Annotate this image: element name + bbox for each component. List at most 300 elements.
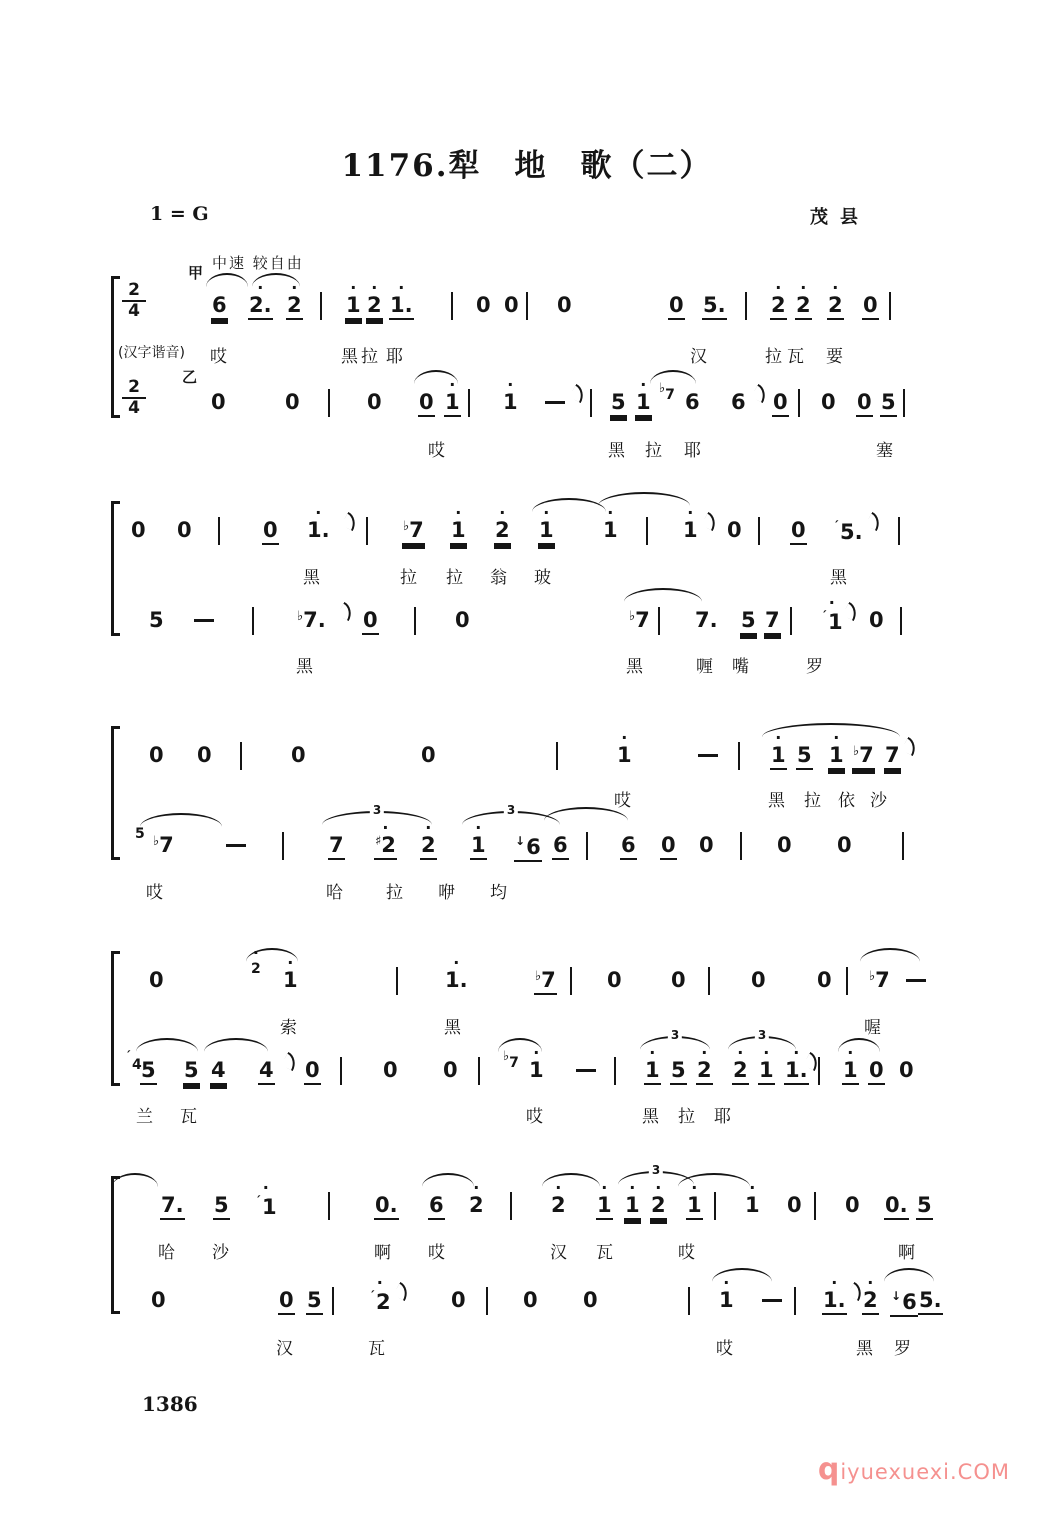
note-token	[248, 278, 273, 320]
octave-dot: ·	[257, 278, 264, 297]
note-token	[596, 1178, 613, 1220]
note-token	[694, 610, 719, 633]
note-number: 1	[617, 743, 632, 767]
octave-dot: ·	[691, 1178, 698, 1197]
meter-denominator: 4	[128, 397, 140, 418]
accidental: ♭	[535, 969, 542, 984]
note-number: 2	[827, 295, 844, 320]
note-number: 1.	[822, 1290, 847, 1315]
triplet-arc	[322, 803, 432, 825]
note-number: 0	[451, 1288, 466, 1312]
octave-dot: ·	[350, 278, 357, 297]
slur-arc	[206, 273, 248, 287]
note-token	[772, 392, 789, 417]
note-number: ♭7	[629, 608, 650, 632]
note-token	[428, 1195, 445, 1220]
note-number: 0	[149, 743, 164, 767]
barline	[218, 517, 220, 545]
octave-dot: ·	[262, 1178, 269, 1197]
note-token	[444, 375, 461, 417]
note-token	[582, 1290, 599, 1313]
note-number: 4	[210, 1060, 227, 1085]
octave-dot: ·	[763, 1043, 770, 1062]
note-token	[210, 392, 227, 415]
tempo-marking: 中速 较自由	[212, 254, 304, 272]
note-token	[606, 970, 623, 993]
note-number: 0	[699, 833, 714, 857]
time-signature	[122, 281, 146, 320]
octave-dot: ·	[291, 278, 298, 297]
slur-arc	[532, 498, 606, 512]
note-number: ♭7	[659, 381, 675, 403]
octave-dot: ·	[831, 1273, 838, 1292]
lyric-syllable: 黑	[341, 347, 358, 367]
note-token	[836, 835, 853, 858]
barline	[818, 1057, 820, 1085]
part-label: 甲	[188, 264, 204, 282]
barline	[714, 1192, 716, 1220]
note-number: 1	[345, 295, 362, 320]
note-number: ♭7	[869, 968, 890, 992]
slur-arc	[498, 1038, 542, 1052]
note-token	[862, 1273, 879, 1315]
note-token	[196, 745, 213, 768]
note-number: 1	[828, 745, 845, 770]
note-number: 2	[732, 1060, 749, 1085]
lyric-syllable: 哈	[326, 883, 343, 903]
note-token	[502, 375, 519, 415]
note-token	[790, 520, 807, 545]
barline	[758, 517, 760, 545]
note-number: 0	[671, 968, 686, 992]
note-token	[744, 1178, 761, 1218]
lyric-syllable: 喱	[696, 657, 713, 677]
note-token	[844, 1195, 861, 1218]
note-token	[602, 503, 619, 543]
slur-arc	[624, 588, 702, 602]
note-token	[454, 610, 471, 633]
note-number: 6	[731, 390, 746, 414]
octave-dot: ·	[847, 1043, 854, 1062]
note-number: 0	[131, 518, 146, 542]
note-number: 1.	[307, 518, 330, 542]
sustain-dash	[226, 844, 246, 847]
octave-dot: ·	[455, 503, 462, 522]
note-token	[644, 1043, 661, 1085]
note-token	[786, 1195, 803, 1218]
note-number: 2	[696, 1060, 713, 1085]
meter-denominator: 4	[128, 300, 140, 321]
barline	[570, 967, 572, 995]
barline	[252, 607, 254, 635]
octave-dot: ·	[867, 1273, 874, 1292]
note-token	[176, 520, 193, 543]
note-number: ↓6	[890, 1290, 918, 1317]
note-token	[822, 1273, 847, 1315]
accidental: ♭	[297, 609, 304, 624]
note-number: 2	[286, 295, 303, 320]
note-token	[670, 970, 687, 993]
lyric-syllable: 嘴	[732, 657, 749, 677]
note-number: 0	[787, 1193, 802, 1217]
note-token	[660, 835, 677, 860]
lyric-syllable: 依	[838, 791, 855, 811]
note-number: 1	[283, 968, 298, 992]
lyric-syllable: 哎	[716, 1339, 733, 1359]
note-number: 1	[770, 745, 787, 770]
lyric-syllable: 瓦	[180, 1107, 197, 1127]
lyric-syllable: 哎	[526, 1107, 543, 1127]
note-number: 1	[683, 518, 698, 542]
note-token	[140, 1060, 157, 1085]
note-number: 0	[383, 1058, 398, 1082]
note-token	[290, 745, 307, 768]
triplet-arc	[462, 803, 560, 825]
note-number: 5	[916, 1195, 933, 1220]
barline	[846, 967, 848, 995]
lyric-syllable: 罗	[894, 1339, 911, 1359]
note-token	[528, 1043, 545, 1083]
octave-dot: ·	[398, 278, 405, 297]
note-number: 0	[177, 518, 192, 542]
note-token	[345, 278, 362, 320]
note-number: 0	[504, 293, 519, 317]
note-token	[816, 970, 833, 993]
barline	[790, 607, 792, 635]
note-token	[628, 610, 651, 633]
triplet-arc	[618, 1163, 694, 1185]
note-number: 0	[899, 1058, 914, 1082]
note-number: $^ˊ$2	[369, 1289, 391, 1314]
note-token	[890, 1290, 918, 1317]
note-token	[832, 520, 864, 545]
octave-dot: ·	[376, 1273, 383, 1292]
lyric-syllable: 啊	[374, 1243, 391, 1263]
note-number: 5	[135, 826, 145, 842]
accidental: ♭	[853, 744, 860, 759]
barline	[328, 1192, 330, 1220]
note-number: 5	[140, 1060, 157, 1085]
note-number: 0	[476, 293, 491, 317]
barline	[738, 742, 740, 770]
note-number: 0	[149, 968, 164, 992]
slur-arc	[598, 492, 690, 506]
octave-dot: ·	[832, 278, 839, 297]
note-token	[284, 392, 301, 415]
note-number: 0	[418, 392, 435, 417]
note-number: 0	[777, 833, 792, 857]
lyric-syllable: 哈	[158, 1243, 175, 1263]
note-number: 0	[362, 610, 379, 635]
note-token	[610, 392, 627, 417]
note-token	[868, 1060, 885, 1085]
note-number: 0	[668, 295, 685, 320]
note-token	[368, 1273, 392, 1315]
note-number: 0	[151, 1288, 166, 1312]
note-number: 0	[262, 520, 279, 545]
note-token	[820, 593, 844, 635]
lyric-syllable: 黑	[296, 657, 313, 677]
time-signature	[122, 378, 146, 417]
barline	[328, 389, 330, 417]
note-number: 2	[366, 295, 383, 320]
ornament-mark: ˊ	[125, 1049, 131, 1063]
lyric-syllable: 黑	[830, 568, 847, 588]
barline	[590, 389, 592, 417]
note-token	[862, 295, 879, 320]
note-token	[250, 943, 262, 978]
barline	[814, 1192, 816, 1220]
note-number: 0	[660, 835, 677, 860]
note-token	[534, 970, 557, 995]
note-number: 1.	[389, 295, 414, 320]
note-number: ♭7	[402, 520, 425, 545]
note-number: 0	[304, 1060, 321, 1085]
barline	[688, 1287, 690, 1315]
lyric-syllable: 瓦	[787, 347, 804, 367]
note-token	[366, 278, 383, 320]
note-number: 0.	[374, 1195, 399, 1220]
sustain-dash	[698, 754, 718, 757]
lyric-syllable: 黑	[642, 1107, 659, 1127]
note-token	[254, 1178, 278, 1220]
note-token	[732, 1043, 749, 1085]
note-number: 0	[523, 1288, 538, 1312]
note-number: 1	[603, 518, 618, 542]
note-token	[730, 392, 747, 415]
lyric-syllable: 塞	[876, 441, 893, 461]
system-brace	[111, 728, 120, 858]
slur-arc	[204, 1038, 268, 1052]
barline	[340, 1057, 342, 1085]
octave-dot: ·	[701, 1043, 708, 1062]
note-token	[420, 818, 437, 860]
slur-arc	[414, 370, 458, 384]
note-token	[658, 382, 676, 404]
lyric-syllable: 均	[490, 883, 507, 903]
lyric-syllable: 拉	[400, 568, 417, 588]
note-token	[668, 295, 685, 320]
ornament-mark: ˊ	[369, 1289, 375, 1303]
note-number: 0	[790, 520, 807, 545]
note-token	[389, 278, 414, 320]
note-number: 1	[842, 1060, 859, 1085]
note-number: 2	[469, 1193, 484, 1217]
lyric-syllable: 咿	[438, 883, 455, 903]
lyric-syllable: 沙	[870, 791, 887, 811]
note-token	[470, 818, 487, 860]
octave-dot: ·	[507, 375, 514, 394]
ornament-mark: ↓	[515, 834, 526, 848]
barline	[658, 607, 660, 635]
note-number: ♭7	[503, 1049, 519, 1071]
note-token	[538, 503, 555, 545]
note-number: 1	[719, 1288, 734, 1312]
note-number: 1	[745, 1193, 760, 1217]
note-token	[552, 835, 569, 860]
note-number: 1	[444, 392, 461, 417]
note-token	[624, 1178, 641, 1220]
triplet-number: 3	[649, 1164, 663, 1176]
barline	[478, 1057, 480, 1085]
lyric-syllable: 罗	[806, 657, 823, 677]
lyric-syllable: 黑	[444, 1018, 461, 1038]
note-number: 0.	[884, 1195, 909, 1220]
region-label: 茂县	[810, 207, 870, 228]
note-number: 1	[538, 520, 555, 545]
note-number: 1	[596, 1195, 613, 1220]
barline	[708, 967, 710, 995]
note-number: ♭7.	[297, 608, 326, 632]
system-brace	[111, 953, 120, 1084]
lyric-syllable: 耶	[714, 1107, 731, 1127]
lyric-syllable: 哎	[428, 1243, 445, 1263]
note-token	[134, 825, 146, 843]
octave-dot: ·	[475, 818, 482, 837]
lyric-syllable: 瓦	[596, 1243, 613, 1263]
note-number: 2	[795, 295, 812, 320]
note-number: 0	[285, 390, 300, 414]
watermark: qiyuexuexi.COM	[817, 1452, 1010, 1487]
octave-dot: ·	[425, 818, 432, 837]
accidental: ♯	[375, 834, 382, 849]
note-number: ↓6	[514, 835, 542, 862]
note-token	[475, 295, 492, 318]
lyric-syllable: 黑	[768, 791, 785, 811]
note-number: 1	[470, 835, 487, 860]
lyric-syllable: 哎	[210, 347, 227, 367]
lyric-syllable: 啊	[898, 1243, 915, 1263]
note-number: 2	[420, 835, 437, 860]
lyric-syllable: 拉	[386, 883, 403, 903]
octave-dot: ·	[775, 728, 782, 747]
octave-dot: ·	[287, 953, 294, 972]
note-token	[796, 745, 813, 770]
lyric-syllable: 拉	[446, 568, 463, 588]
note-number: ˊ4	[125, 1049, 142, 1073]
fall-mark	[865, 512, 884, 531]
barline	[614, 1057, 616, 1085]
part-label: 乙	[182, 368, 198, 386]
lyric-syllable: 黑	[303, 568, 320, 588]
fall-mark	[701, 512, 720, 531]
ornament-mark: ˊ	[833, 519, 839, 533]
note-token	[183, 1060, 200, 1085]
note-number: 0	[211, 390, 226, 414]
note-number: 0	[837, 833, 852, 857]
note-number: 0	[817, 968, 832, 992]
fall-mark	[337, 602, 356, 621]
system-brace	[111, 1178, 120, 1312]
barline	[510, 1192, 512, 1220]
octave-dot: ·	[833, 728, 840, 747]
barline	[794, 1287, 796, 1315]
accidental: ♭	[659, 381, 666, 396]
song-title: 1176.犁 地 歌（二）	[341, 148, 713, 184]
note-number: $^ˊ$5.	[833, 519, 863, 544]
note-token	[502, 1050, 520, 1072]
note-token	[880, 392, 897, 417]
note-number: 0	[862, 295, 879, 320]
note-token	[884, 1195, 909, 1220]
note-number: 1	[758, 1060, 775, 1085]
octave-dot: ·	[828, 593, 835, 612]
note-number: 2	[251, 961, 261, 977]
lyric-syllable: 兰	[136, 1107, 153, 1127]
note-token	[718, 1273, 735, 1313]
note-number: 4	[258, 1060, 275, 1085]
ornament-mark: ˊ	[255, 1194, 261, 1208]
note-number: 7.	[695, 608, 718, 632]
octave-dot: ·	[252, 943, 259, 962]
note-number: 1	[635, 392, 652, 417]
note-token	[556, 295, 573, 318]
barline	[282, 832, 284, 860]
octave-dot: ·	[315, 503, 322, 522]
lyric-syllable: 耶	[684, 441, 701, 461]
fall-mark	[341, 512, 360, 531]
lyric-syllable: 玻	[534, 568, 551, 588]
accidental: ♭	[153, 834, 160, 849]
note-token	[770, 728, 787, 770]
note-number: ♭7	[534, 970, 557, 995]
note-number: 5	[213, 1195, 230, 1220]
note-number: 1.	[784, 1060, 809, 1085]
note-number: 5.	[918, 1290, 943, 1315]
note-number: 1	[450, 520, 467, 545]
slur-arc	[860, 948, 920, 962]
note-number: ♭7	[852, 745, 875, 770]
lyric-syllable: 汉	[550, 1243, 567, 1263]
note-token	[820, 392, 837, 415]
slur-arc	[136, 1038, 198, 1052]
accidental: ♭	[869, 969, 876, 984]
triplet-number: 3	[504, 804, 518, 816]
note-number: 5	[880, 392, 897, 417]
page-number: 1386	[142, 1392, 198, 1416]
octave-dot: ·	[543, 503, 550, 522]
note-token	[842, 1043, 859, 1085]
note-number: 0	[868, 1060, 885, 1085]
octave-dot: ·	[371, 278, 378, 297]
note-token	[696, 1043, 713, 1085]
note-number: 0	[367, 390, 382, 414]
note-token	[770, 278, 787, 320]
note-number: 1	[529, 1058, 544, 1082]
note-token	[750, 970, 767, 993]
note-number: 0	[607, 968, 622, 992]
lyric-syllable: 翁	[490, 568, 507, 588]
note-number: 7	[764, 610, 781, 635]
note-token	[827, 278, 844, 320]
barline	[414, 607, 416, 635]
note-number: 5	[796, 745, 813, 770]
note-number: 6	[620, 835, 637, 860]
note-token	[328, 835, 345, 860]
octave-dot: ·	[533, 1043, 540, 1062]
note-token	[262, 520, 279, 545]
lyric-syllable: 耶	[386, 347, 403, 367]
note-number: 7.	[160, 1195, 185, 1220]
barline	[451, 292, 453, 320]
note-number: 0	[821, 390, 836, 414]
lyric-syllable: 黑	[856, 1339, 873, 1359]
note-number: 1.	[445, 968, 468, 992]
barline	[898, 517, 900, 545]
note-number: 0	[557, 293, 572, 317]
octave-dot: ·	[793, 1043, 800, 1062]
note-number: 1	[624, 1195, 641, 1220]
